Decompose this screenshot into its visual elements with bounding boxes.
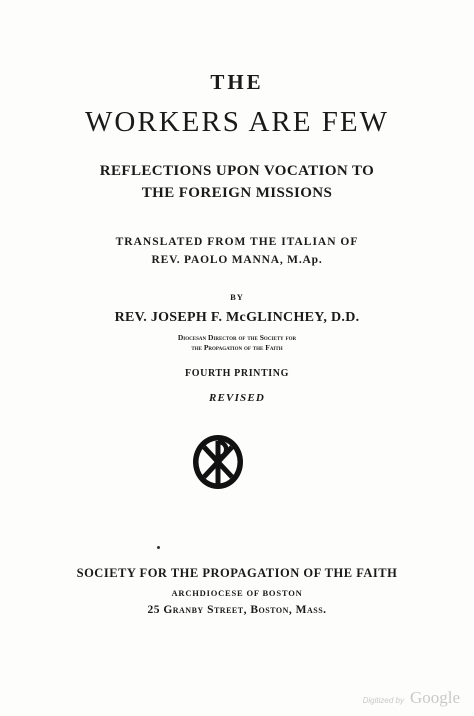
- google-watermark: [300, 688, 460, 708]
- watermark-small: Digitized by: [362, 696, 404, 705]
- translation-line-2: REV. PAOLO MANNA, M.Ap.: [151, 254, 323, 266]
- by-label: BY: [230, 292, 244, 302]
- book-title: WORKERS ARE FEW: [85, 106, 389, 138]
- publisher-archdiocese: ARCHDIOCESE OF BOSTON: [171, 588, 303, 598]
- author-name: REV. JOSEPH F. McGLINCHEY, D.D.: [114, 310, 360, 325]
- title-the: THE: [210, 70, 264, 94]
- printing-note: FOURTH PRINTING: [185, 368, 289, 379]
- watermark-google: Google: [409, 688, 460, 707]
- author-role-line-1: Diocesan Director of the Society for: [177, 333, 297, 342]
- print-speck: [157, 546, 160, 549]
- author-role-line-2: the Propagation of the Faith: [191, 343, 283, 352]
- revised-note: REVISED: [208, 392, 266, 404]
- subtitle-line-2: THE FOREIGN MISSIONS: [141, 185, 333, 201]
- publisher-name: SOCIETY FOR THE PROPAGATION OF THE FAITH: [76, 566, 398, 580]
- subtitle-line-1: REFLECTIONS UPON VOCATION TO: [99, 163, 375, 179]
- chi-rho-emblem-icon: [190, 432, 246, 492]
- translation-line-1: TRANSLATED FROM THE ITALIAN OF: [115, 236, 359, 248]
- publisher-address: 25 Granby Street, Boston, Mass.: [147, 604, 327, 616]
